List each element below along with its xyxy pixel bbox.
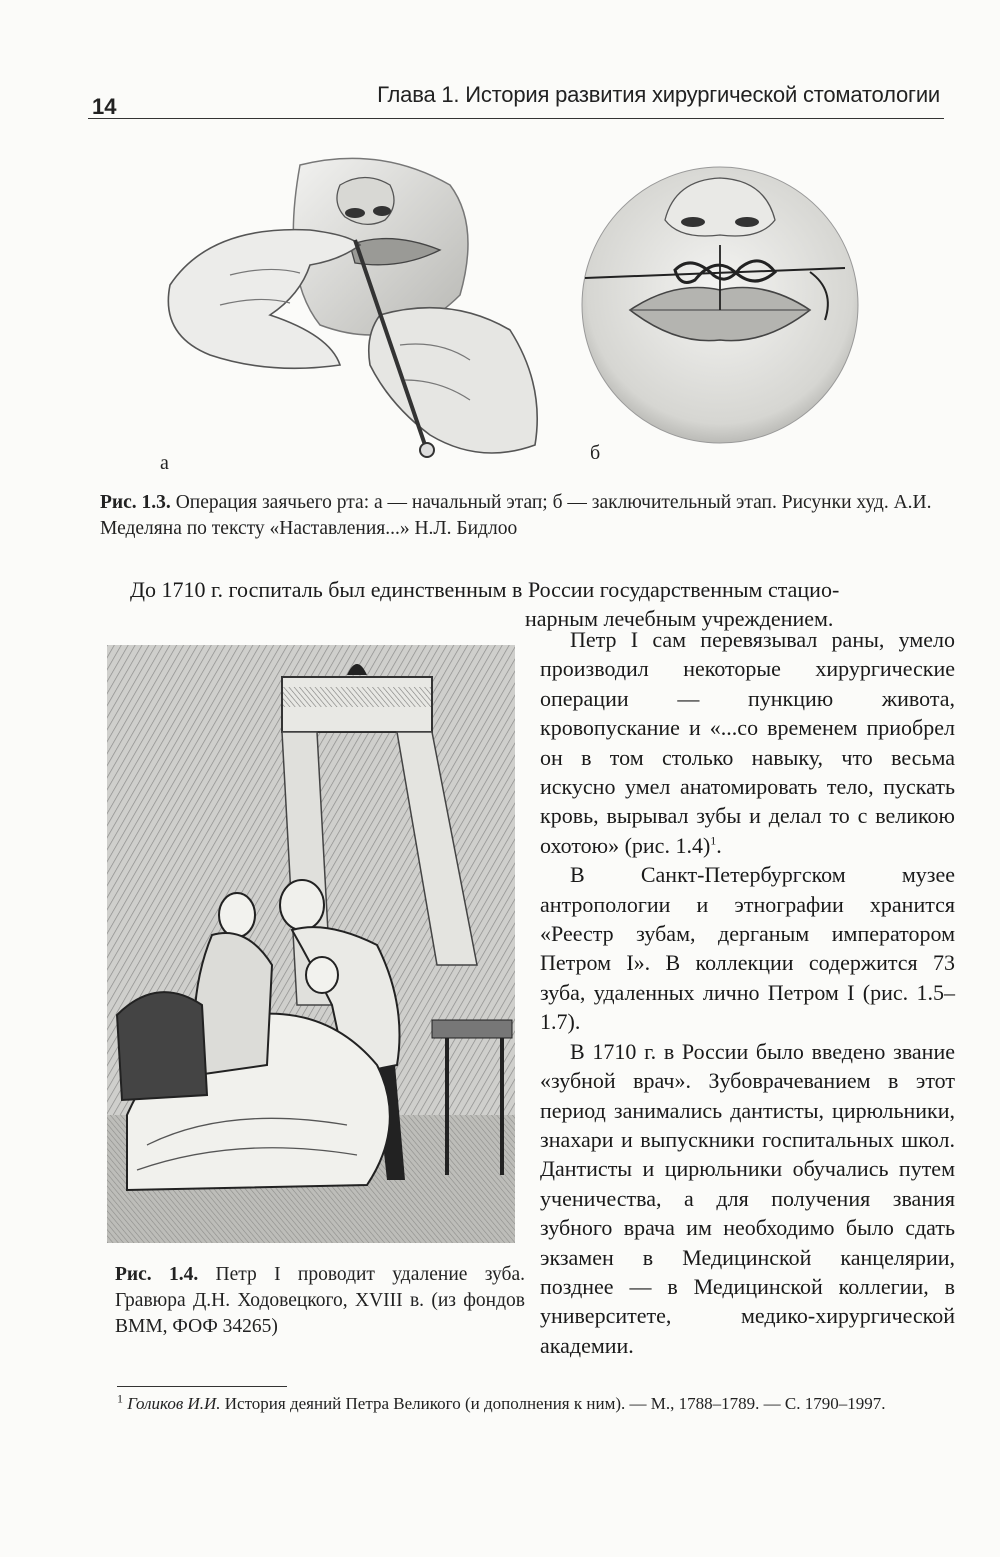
figure-1-3-label-a: а (160, 452, 169, 474)
page-number: 14 (92, 94, 117, 119)
body-paragraph-4: В 1710 г. в России было введено звание «зубной врач». Зубоврачеванием в этот период занимались дантисты, цирюльники, знахари и выпускники госпитальных школ. Дантисты и цирюльники обучались путем ученичества, а для получения звания зубного врача им необходимо было сдать экзамен в Медицинской канцелярии, позднее — в Медицинской коллегии, в университете, медико-хирургической академии. (540, 1038, 955, 1358)
footnote-rule (117, 1386, 287, 1387)
header-rule (88, 118, 944, 119)
figure-1-3-caption-text: Операция заячьего рта: а — начальный этап; б — заключительный этап. Рисунки худ. А.И. Меделяна по тексту «Наставления...» Н.Л. Бидлоо (100, 492, 932, 539)
footnote-marker: 1 (117, 1391, 123, 1406)
body-paragraph-2 (540, 625, 955, 860)
body-paragraph-1-line2: нарным лечебным учреждением. (525, 606, 834, 631)
footnote-author: Голиков И.И. (127, 1394, 221, 1413)
footnote-text: История деяний Петра Великого (и дополнения к ним). — М., 1788–1789. — С. 1790–1997. (220, 1394, 886, 1413)
body-paragraph-2-end: . (716, 832, 722, 858)
body-paragraph-1-line1: До 1710 г. госпиталь был единственным в России государственным стацио- (130, 577, 840, 602)
body-paragraph-2-text: Петр I сам перевязывал раны, умело производил некоторые хирургические операции — пункцию живота, кровопускание и «...со временем приобрел он в том столько навыку, что весьма искусно умел анатомировать тело, пускать кровь, вырывал зубы и делал то с великою охотою» (рис. 1.4) (540, 627, 955, 858)
figure-1-3-label-b: б (590, 442, 601, 464)
footnote-reference[interactable]: 1 (710, 833, 717, 848)
figure-1-4-caption-text: Петр I проводит удаление зуба. Гравюра Д.Н. Ходовецкого, XVIII в. (из фондов ВММ, ФОФ 34265) (115, 1264, 525, 1337)
figure-1-3a-illustration (150, 145, 550, 470)
figure-1-4-caption-lead: Рис. 1.4. (115, 1264, 199, 1285)
figure-1-4-caption (115, 1262, 525, 1340)
footnote (117, 1391, 962, 1417)
figure-1-3-caption (100, 490, 942, 542)
figure-1-3-caption-lead: Рис. 1.3. (100, 492, 171, 513)
running-header-title: Глава 1. История развития хирургической стоматологии (377, 82, 940, 107)
body-paragraph-3: В Санкт-Петербургском музее антропологии и этнографии хранится «Реестр зубам, дерганым императором Петром I». В коллекции содержится 73 зуба, удаленных лично Петром I (рис. 1.5–1.7). (540, 862, 955, 1035)
figure-1-4-engraving (107, 645, 515, 1243)
figure-1-3b-illustration (575, 160, 865, 450)
body-column-text (540, 625, 955, 1360)
